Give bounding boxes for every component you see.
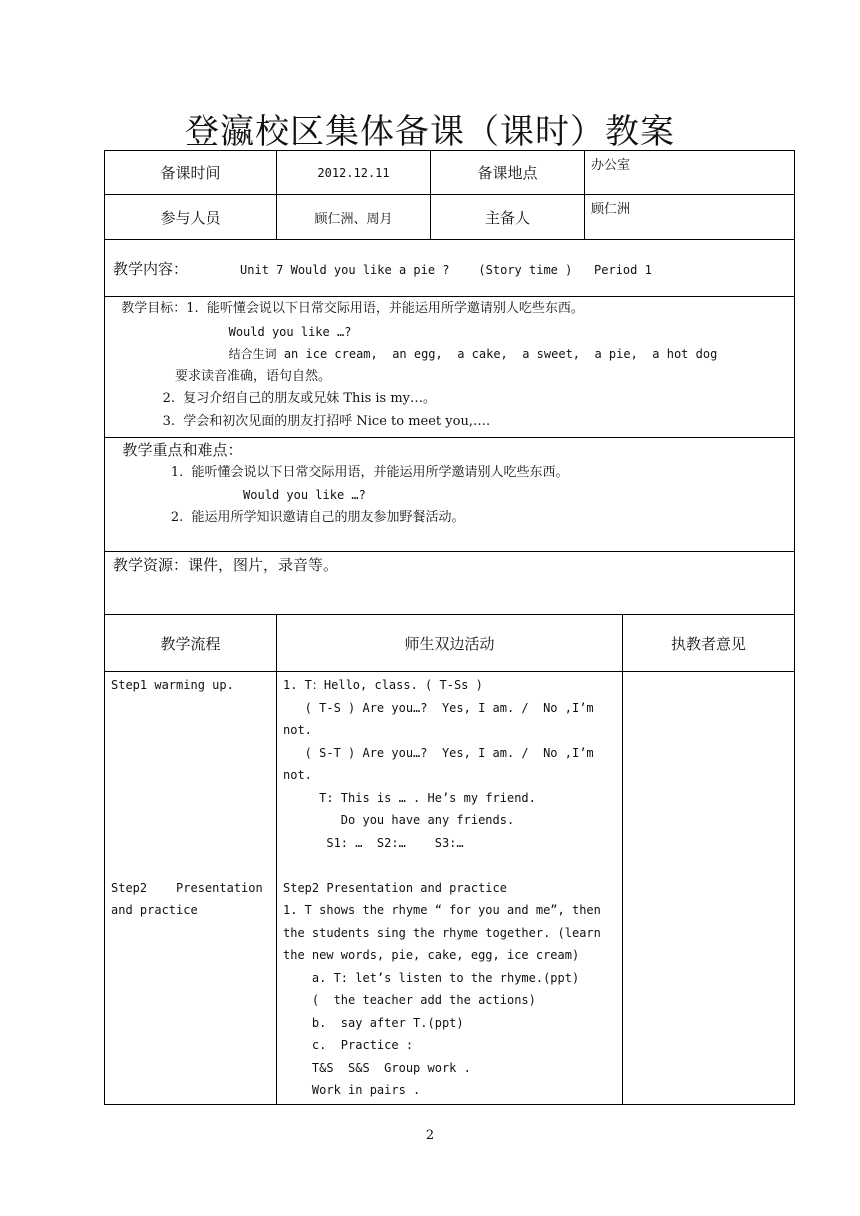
flow-body-row [105,672,795,1105]
activity-line: not. [283,723,312,737]
goals-line: Would you like …? [113,324,352,339]
time-label: 备课时间 [105,151,277,195]
resources-section: 教学资源：课件，图片，录音等。 [105,552,795,615]
flow-header-row [105,615,795,672]
activity-line: ( T-S ) Are you…? Yes, I am. / No ,I’m [283,700,594,715]
keypoints-section [105,438,795,552]
flow-header-col2: 师生双边活动 [277,615,623,672]
activity-line: Work in pairs . [283,1083,421,1097]
page-number: 2 [425,1128,435,1143]
goals-line: 结合生词 an ice cream, an egg, a cake, a sweet, a pie, a hot dog [113,347,718,361]
keypoints-line: Would you like …? [113,488,366,502]
keypoints-line: 教学重点和难点： [113,441,243,459]
page-title: 登瀛校区集体备课（课时）教案 [185,112,675,152]
flow-header-col1: 教学流程 [105,615,277,672]
resources-row [105,552,795,615]
activity-line: c. Practice : [283,1038,414,1052]
activity-line: T&S S&S Group work . [283,1060,471,1075]
content-label: 教学内容： [113,259,189,278]
step-line [111,764,270,787]
info-row-time [105,151,795,195]
keypoints-row [105,438,795,552]
activity-line: b. say after T.(ppt) [283,1015,464,1030]
activity-line: T: This is … . He’s my friend. [283,790,536,805]
lead-value: 顾仁洲 [585,195,795,240]
step-line [111,832,270,855]
activity-line: ( the teacher add the actions) [283,993,536,1007]
goals-line: 教学目标：1. 能听懂会说以下日常交际用语，并能运用所学邀请别人吃些东西。 [113,301,584,316]
content-row [105,240,795,297]
goals-line: 要求读音准确，语句自然。 [113,368,331,384]
step-line: Step1 warming up. [111,678,234,692]
step-line: Step2 Presentation [111,880,263,895]
activity-line [283,854,616,877]
time-value: 2012.12.11 [277,151,431,195]
activity-line: ( S-T ) Are you…? Yes, I am. / No ,I’m [283,745,594,760]
step-line [111,787,270,810]
keypoints-line: 2. 能运用所学知识邀请自己的朋友参加野餐活动。 [113,509,465,525]
activity-line: 1. T：Hello, class. ( T-Ss ) [283,678,483,692]
activity-line: the new words, pie, cake, egg, ice cream) [283,948,580,962]
content-value: Unit 7 Would you like a pie ? (Story time ) Period 1 [240,262,652,277]
goals-row [105,297,795,438]
members-label: 参与人员 [105,195,277,240]
keypoints-line: 1. 能听懂会说以下日常交际用语，并能运用所学邀请别人吃些东西。 [113,464,569,480]
flow-steps-cell [105,672,277,1105]
activity-line: the students sing the rhyme together. (learn [283,925,601,940]
activity-line: 1. T shows the rhyme “ for you and me”, then [283,903,601,917]
step-line [111,697,270,720]
activity-line: a. T: let’s listen to the rhyme.(ppt) [283,970,580,985]
step-line: and practice [111,903,198,917]
goals-line: 2. 复习介绍自己的朋友或兄妹 This is my…。 [113,391,437,406]
members-value: 顾仁洲、周月 [277,195,431,240]
flow-activities-cell [277,672,623,1105]
activity-line: S1: … S2:… S3:… [283,835,464,850]
step-line [111,854,270,877]
place-value: 办公室 [585,151,795,195]
goals-section [105,297,795,438]
lead-label: 主备人 [431,195,585,240]
flow-header-col3: 执教者意见 [623,615,795,672]
place-label: 备课地点 [431,151,585,195]
step-line [111,742,270,765]
activity-line: Do you have any friends. [283,813,515,827]
activity-line: not. [283,768,312,782]
step-line [111,809,270,832]
lesson-plan-table [104,150,795,1105]
info-row-members [105,195,795,240]
flow-comments-cell [623,672,795,1105]
goals-line: 3. 学会和初次见面的朋友打招呼 Nice to meet you,…. [113,413,491,429]
step-line [111,719,270,742]
activity-line: Step2 Presentation and practice [283,880,507,895]
